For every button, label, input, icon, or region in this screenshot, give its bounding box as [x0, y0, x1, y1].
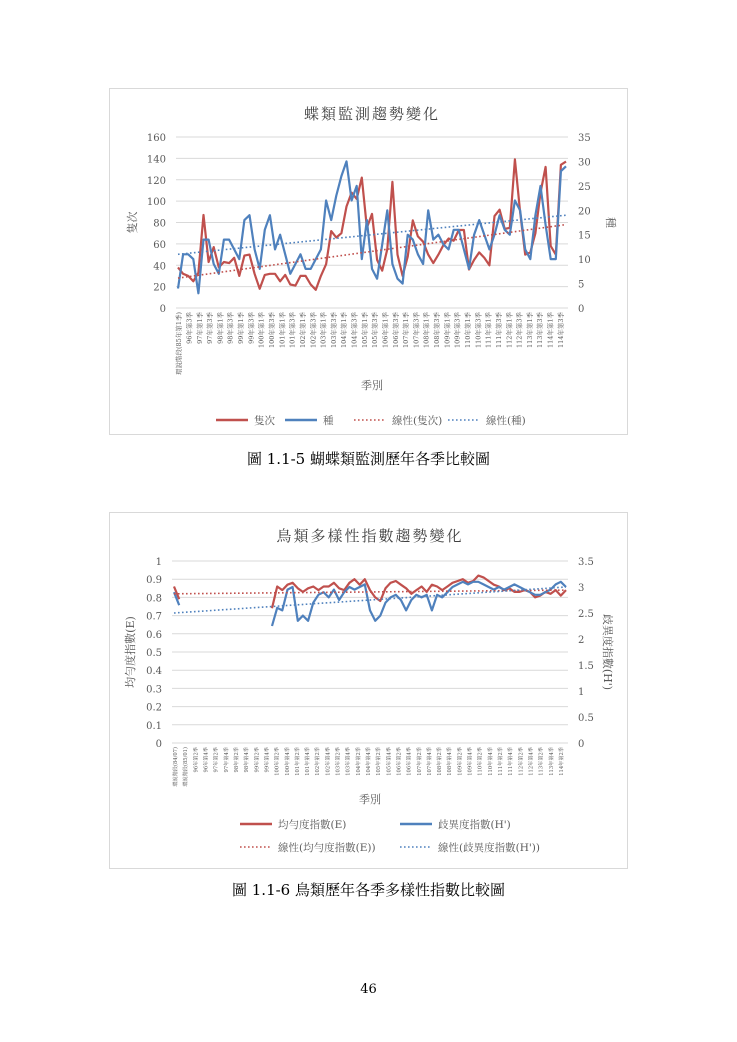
legend-label: 線性(歧異度指數(H')): [438, 842, 540, 854]
x-tick-label: 110年第1季: [464, 312, 472, 349]
x-tick-label: 環說階段(84/07): [173, 747, 180, 787]
y-axis-title: 隻次: [126, 211, 139, 234]
y2-tick-label: 5: [578, 279, 585, 291]
y2-tick-label: 1.5: [578, 661, 594, 672]
x-tick-label: 105年第2季: [376, 747, 383, 776]
x-tick-label: 111年第3季: [494, 312, 503, 349]
x-tick-label: 106年第1季: [381, 312, 390, 349]
x-tick-label: 110年第4季: [487, 747, 494, 776]
legend-label: 均勻度指數(E): [278, 819, 347, 831]
y-axis-title: 均勻度指數(E): [124, 616, 137, 688]
legend-label: 隻次: [254, 415, 275, 427]
y-tick-label: 60: [153, 239, 166, 251]
x-tick-label: 99年第3季: [247, 312, 256, 344]
x-tick-label: 101年第3季: [288, 312, 297, 349]
y-tick-label: 0.5: [146, 648, 162, 659]
x-tick-label: 97年第4季: [223, 747, 230, 773]
chart-title: 蝶類監測趨勢變化: [303, 105, 441, 123]
y-tick-label: 1: [155, 557, 162, 568]
x-tick-label: 103年第2季: [335, 747, 342, 776]
x-tick-label: 105年第4季: [386, 747, 393, 776]
x-tick-label: 108年第1季: [422, 312, 431, 349]
x-tick-label: 109年第3季: [453, 312, 462, 349]
figure2-caption: 圖 1.1-6 鳥類歷年各季多樣性指數比較圖: [231, 881, 505, 899]
y2-tick-label: 20: [578, 206, 591, 218]
y-tick-label: 0: [155, 739, 162, 750]
y2-tick-label: 35: [578, 133, 591, 144]
y2-axis-title: 種: [604, 217, 617, 228]
butterfly-chart: [109, 88, 628, 435]
y-tick-label: 0.9: [146, 575, 162, 587]
x-tick-label: 108年第2季: [437, 747, 444, 776]
x-tick-label: 98年第3季: [226, 312, 235, 344]
x-tick-label: 103年第4季: [345, 747, 352, 776]
x-tick-label: 96年第2季: [193, 747, 200, 773]
x-tick-label: 環說階段(85/01): [183, 747, 190, 787]
x-tick-label: 108年第4季: [447, 747, 454, 776]
x-tick-label: 97年第3季: [206, 312, 215, 344]
x-tick-label: 113年第3季: [536, 312, 545, 349]
x-tick-label: 102年第4季: [325, 747, 332, 776]
y2-tick-label: 1: [578, 687, 585, 698]
x-axis-title: 季別: [359, 793, 381, 806]
x-tick-label: 環說階段(85年第1季): [175, 312, 184, 375]
y-tick-label: 0.6: [146, 629, 162, 641]
figure1-caption: 圖 1.1-5 蝴蝶類監測歷年各季比較圖: [246, 450, 490, 468]
y-tick-label: 40: [153, 261, 166, 273]
x-tick-label: 105年第3季: [371, 312, 380, 349]
x-tick-label: 114年第2季: [558, 747, 565, 776]
y-tick-label: 80: [153, 218, 166, 230]
x-tick-label: 112年第3季: [515, 312, 524, 349]
butterfly-chart-svg: [110, 89, 627, 434]
legend-label: 線性(隻次): [392, 415, 443, 427]
legend-label: 種: [323, 415, 334, 427]
y2-tick-label: 3.5: [578, 557, 594, 568]
x-tick-label: 111年第4季: [508, 747, 515, 776]
y2-tick-label: 0.5: [578, 713, 594, 724]
x-tick-label: 100年第2季: [274, 747, 281, 776]
x-tick-label: 100年第1季: [257, 312, 266, 349]
chart-title: 鳥類多樣性指數趨勢變化: [276, 527, 464, 545]
y2-tick-label: 0: [578, 304, 585, 315]
bird-diversity-chart-svg: [110, 513, 627, 868]
x-tick-label: 100年第3季: [268, 312, 276, 349]
x-tick-label: 104年第2季: [355, 747, 362, 776]
y-tick-label: 0.8: [146, 593, 162, 605]
y-tick-label: 120: [146, 175, 166, 187]
y2-tick-label: 30: [578, 157, 591, 169]
y-tick-label: 160: [146, 133, 166, 144]
x-tick-label: 113年第2季: [538, 747, 545, 776]
x-tick-label: 98年第1季: [216, 312, 225, 344]
x-tick-label: 112年第1季: [505, 312, 514, 349]
x-tick-label: 99年第4季: [264, 747, 271, 773]
x-tick-label: 96年第3季: [185, 312, 194, 344]
x-tick-label: 101年第1季: [278, 312, 287, 349]
x-tick-label: 113年第1季: [525, 312, 534, 349]
x-tick-label: 104年第3季: [350, 312, 359, 349]
y-tick-label: 0.4: [146, 666, 162, 678]
y2-tick-label: 2.5: [578, 609, 594, 620]
y2-axis-title: 歧異度指數(H'): [601, 613, 614, 691]
x-tick-label: 106年第3季: [391, 312, 400, 349]
y2-tick-label: 25: [578, 181, 591, 193]
y2-tick-label: 3: [578, 583, 585, 594]
legend-label: 線性(均勻度指數(E)): [278, 842, 376, 854]
x-tick-label: 102年第3季: [309, 312, 318, 349]
x-tick-label: 109年第1季: [443, 312, 452, 349]
x-tick-label: 109年第4季: [467, 747, 474, 776]
x-tick-label: 104年第1季: [340, 312, 349, 349]
x-tick-label: 105年第1季: [360, 312, 369, 349]
y2-tick-label: 15: [578, 230, 591, 242]
y-tick-label: 20: [153, 282, 166, 294]
x-tick-label: 98年第2季: [234, 747, 240, 773]
x-tick-label: 102年第1季: [298, 312, 307, 349]
x-tick-label: 99年第1季: [237, 312, 246, 344]
x-tick-label: 110年第2季: [477, 747, 484, 776]
y-tick-label: 140: [146, 154, 166, 166]
x-tick-label: 111年第1季: [484, 312, 493, 349]
bird-diversity-chart: [109, 512, 628, 869]
x-tick-label: 106年第2季: [396, 747, 403, 776]
x-tick-label: 110年第3季: [474, 312, 483, 349]
y-tick-label: 0.1: [146, 720, 162, 732]
y-tick-label: 0.7: [146, 611, 162, 623]
y2-tick-label: 0: [578, 739, 585, 750]
legend-label: 歧異度指數(H'): [438, 819, 511, 831]
x-tick-label: 104年第4季: [366, 747, 372, 776]
x-tick-label: 107年第2季: [416, 747, 423, 776]
legend-label: 線性(種): [486, 415, 526, 427]
y-tick-label: 0.2: [146, 702, 162, 714]
y2-tick-label: 10: [578, 255, 591, 267]
x-tick-label: 101年第4季: [305, 747, 312, 776]
x-tick-label: 98年第4季: [244, 747, 251, 773]
x-tick-label: 107年第1季: [402, 312, 411, 349]
x-tick-label: 97年第2季: [213, 747, 220, 773]
x-axis-title: 季別: [361, 379, 383, 392]
x-tick-label: 109年第2季: [457, 747, 464, 776]
x-tick-label: 102年第2季: [315, 747, 322, 776]
x-tick-label: 100年第4季: [284, 747, 291, 776]
x-tick-label: 112年第2季: [518, 747, 525, 776]
x-tick-label: 96年第4季: [203, 747, 210, 773]
x-tick-label: 99年第2季: [254, 747, 261, 773]
x-tick-label: 101年第2季: [294, 747, 301, 776]
x-tick-label: 97年第1季: [195, 312, 204, 344]
y-tick-label: 0.3: [146, 684, 162, 696]
x-tick-label: 107年第3季: [412, 312, 421, 349]
x-tick-label: 112年第4季: [528, 747, 535, 776]
page-number: 46: [360, 982, 377, 997]
x-tick-label: 113年第4季: [548, 747, 555, 776]
x-tick-label: 114年第1季: [546, 312, 555, 349]
x-tick-label: 103年第1季: [319, 312, 328, 349]
y2-tick-label: 2: [578, 635, 585, 646]
x-tick-label: 107年第4季: [426, 747, 433, 776]
y-tick-label: 0: [159, 304, 166, 315]
x-tick-label: 111年第2季: [498, 747, 504, 776]
x-tick-label: 103年第3季: [329, 312, 338, 349]
y-tick-label: 100: [146, 197, 166, 209]
x-tick-label: 114年第3季: [556, 312, 565, 349]
x-tick-label: 108年第3季: [433, 312, 442, 349]
x-tick-label: 106年第4季: [406, 747, 413, 776]
